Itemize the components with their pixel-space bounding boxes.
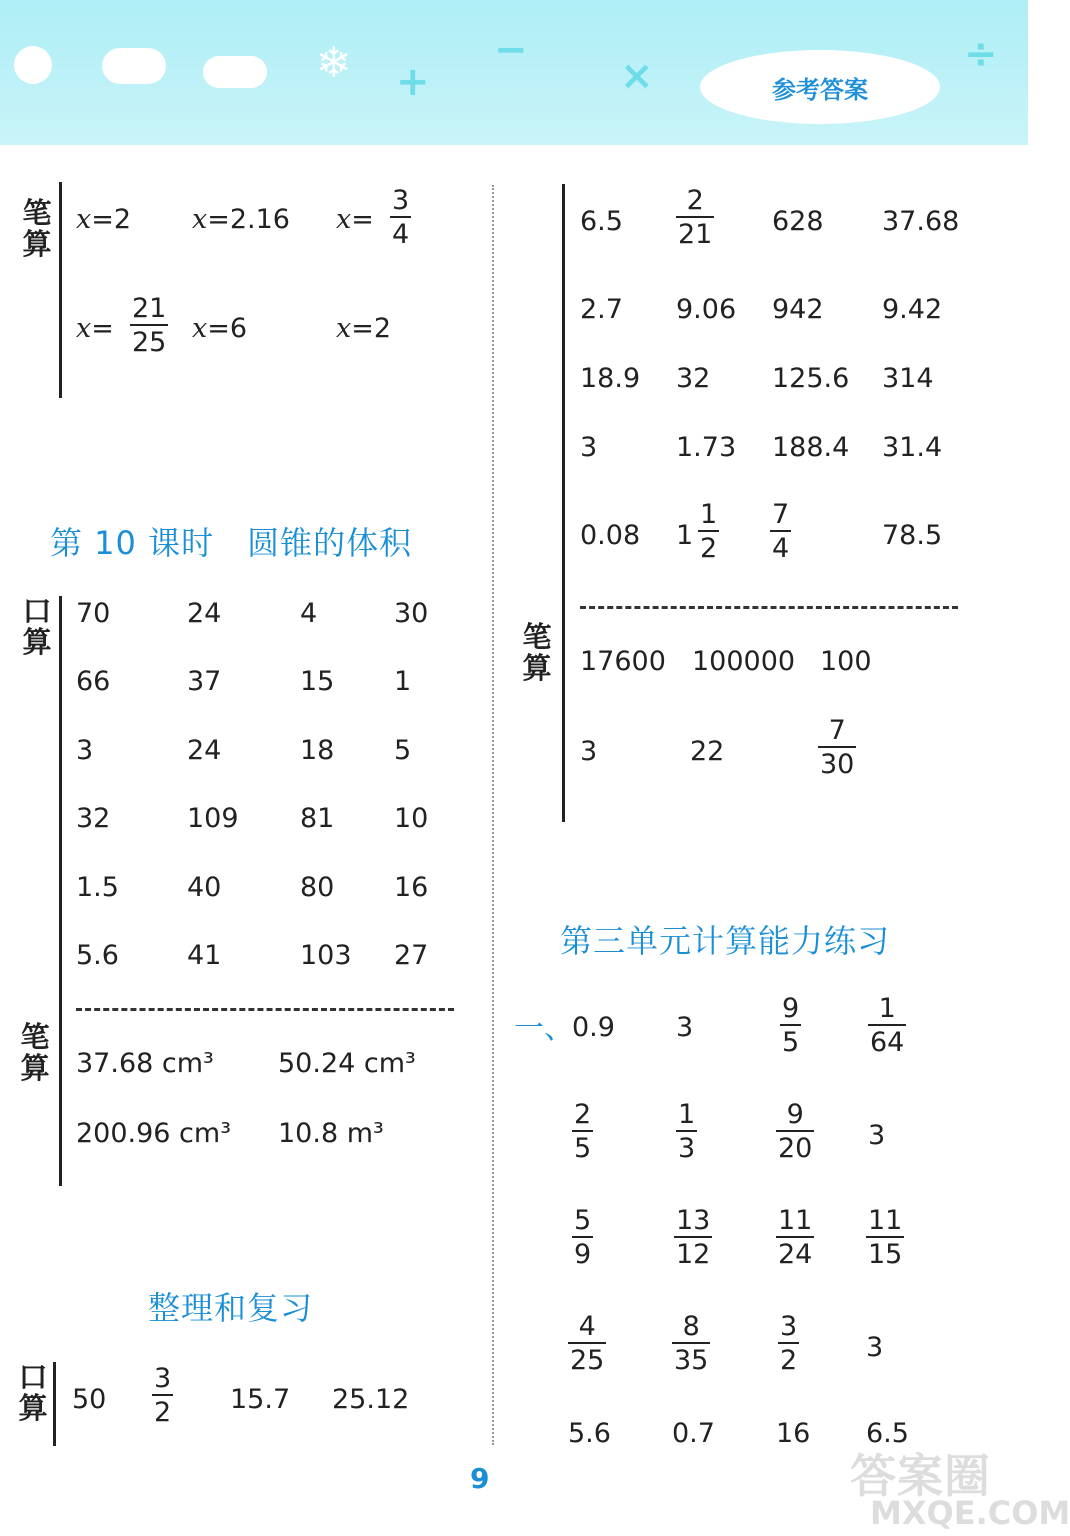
answer: 18 xyxy=(300,735,335,766)
answer: 103 xyxy=(300,940,352,971)
answer: 3 xyxy=(676,1012,694,1043)
answer: 200.96 cm³ xyxy=(76,1118,232,1149)
answer: 628 xyxy=(772,206,824,237)
bisuan-label: 笔算 xyxy=(522,620,552,685)
bracket-line xyxy=(53,1362,56,1446)
fraction: $\frac{9}{20}$ xyxy=(778,1099,813,1164)
answer: 10.8 m³ xyxy=(278,1118,384,1149)
bracket-line xyxy=(59,596,62,1186)
answer: 81 xyxy=(300,803,335,834)
column-divider xyxy=(492,185,494,1445)
answer: 80 xyxy=(300,872,335,903)
kousuan-label: 口算 xyxy=(22,594,52,659)
answer: 314 xyxy=(882,363,934,394)
answer: 3 xyxy=(868,1120,886,1151)
fraction: $\frac{2}{5}$ xyxy=(574,1099,592,1164)
watermark-url: MXQE.COM xyxy=(870,1494,1070,1532)
answer: 24 xyxy=(187,735,222,766)
answer: 5 xyxy=(394,735,412,766)
page-number: 9 xyxy=(470,1462,490,1495)
rain-cloud-icon xyxy=(203,56,267,88)
answer: 40 xyxy=(187,872,222,903)
fraction: $\frac{1}{2}$ xyxy=(700,499,718,564)
answer: 15 xyxy=(300,666,335,697)
answer: 100 xyxy=(820,646,872,677)
bracket-line xyxy=(59,182,62,398)
lesson-title: 第 10 课时 圆锥的体积 xyxy=(50,524,413,562)
answer: 22 xyxy=(690,736,725,767)
answer: 32 xyxy=(76,803,111,834)
answer: 16 xyxy=(394,872,429,903)
answer: 50 xyxy=(72,1384,107,1415)
fraction: $\frac{11}{24}$ xyxy=(778,1205,813,1270)
answer: 2.7 xyxy=(580,294,623,325)
answer: 100000 xyxy=(692,646,796,677)
fraction: $\frac{1}{64}$ xyxy=(870,993,905,1058)
bisuan-label: 笔算 xyxy=(20,1020,50,1085)
equation: x=2 xyxy=(336,313,392,344)
fraction: $\frac{9}{5}$ xyxy=(782,993,800,1058)
answer-key-badge: 参考答案 xyxy=(700,50,940,124)
snowflake-icon: ❄ xyxy=(316,38,352,87)
answer: 37.68 cm³ xyxy=(76,1048,214,1079)
answer: 3 xyxy=(580,432,598,463)
sun-icon xyxy=(14,46,52,84)
answer: 31.4 xyxy=(882,432,943,463)
equation: x=2 xyxy=(76,204,132,235)
answer: 125.6 xyxy=(772,363,850,394)
answer: 78.5 xyxy=(882,520,943,551)
fraction: $\frac{11}{15}$ xyxy=(868,1205,903,1270)
answer: 27 xyxy=(394,940,429,971)
equation: x=2.16 xyxy=(192,204,290,235)
answer: 17600 xyxy=(580,646,666,677)
equation: x= xyxy=(76,313,114,344)
dashed-separator xyxy=(76,1008,454,1011)
fraction: $\frac{8}{35}$ xyxy=(674,1311,709,1376)
section-title: 整理和复习 xyxy=(148,1289,314,1327)
answer: 37 xyxy=(187,666,222,697)
answer: 66 xyxy=(76,666,111,697)
answer: 9.06 xyxy=(676,294,737,325)
answer: 109 xyxy=(187,803,239,834)
answer: 1.73 xyxy=(676,432,737,463)
cloud-icon xyxy=(102,48,166,84)
answer: 0.9 xyxy=(572,1012,615,1043)
answer: 18.9 xyxy=(580,363,641,394)
watermark-logo: 答案圈 xyxy=(850,1449,991,1503)
fraction: $\frac{2}{21}$ xyxy=(678,185,713,250)
fraction: $\frac{4}{25}$ xyxy=(570,1311,605,1376)
answer: 4 xyxy=(300,598,318,629)
answer: 3 xyxy=(76,735,94,766)
answer: 3 xyxy=(580,736,598,767)
answer: 16 xyxy=(776,1418,811,1449)
answer: 37.68 xyxy=(882,206,960,237)
minus-icon: − xyxy=(494,27,528,73)
fraction: $\frac{7}{30}$ xyxy=(820,715,855,780)
answer: 5.6 xyxy=(568,1418,611,1449)
bisuan-label: 笔算 xyxy=(22,196,52,261)
answer: 15.7 xyxy=(230,1384,291,1415)
answer: 942 xyxy=(772,294,824,325)
answer: 41 xyxy=(187,940,222,971)
fraction: $\frac{3}{2}$ xyxy=(154,1363,172,1428)
answer: 188.4 xyxy=(772,432,850,463)
answer: 3 xyxy=(866,1332,884,1363)
answer: 30 xyxy=(394,598,429,629)
page-header xyxy=(0,0,1028,145)
answer: 10 xyxy=(394,803,429,834)
equation: x= xyxy=(336,204,374,235)
answer: 25.12 xyxy=(332,1384,410,1415)
times-icon: × xyxy=(620,53,654,99)
answer: 50.24 cm³ xyxy=(278,1048,416,1079)
answer: 24 xyxy=(187,598,222,629)
fraction: $\frac{5}{9}$ xyxy=(574,1205,592,1270)
divide-icon: ÷ xyxy=(964,31,998,77)
fraction: $\frac{7}{4}$ xyxy=(772,499,790,564)
answer: 5.6 xyxy=(76,940,119,971)
section-label: 一、 xyxy=(514,1011,574,1046)
fraction: $\frac{3}{2}$ xyxy=(780,1311,798,1376)
answer: 70 xyxy=(76,598,111,629)
fraction: $\frac{1}{3}$ xyxy=(678,1099,696,1164)
answer: 6.5 xyxy=(866,1418,909,1449)
fraction: $\frac{21}{25}$ xyxy=(132,293,167,358)
answer: 0.7 xyxy=(672,1418,715,1449)
dashed-separator xyxy=(580,606,958,609)
section-title: 第三单元计算能力练习 xyxy=(560,922,891,960)
answer: 1.5 xyxy=(76,872,119,903)
mixed-number-whole: 1 xyxy=(676,520,694,551)
equation: x=6 xyxy=(192,313,248,344)
answer: 0.08 xyxy=(580,520,641,551)
answer: 9.42 xyxy=(882,294,943,325)
kousuan-label: 口算 xyxy=(18,1360,48,1425)
answer: 6.5 xyxy=(580,206,623,237)
fraction: $\frac{3}{4}$ xyxy=(392,185,410,250)
bracket-line xyxy=(562,184,565,822)
plus-icon: + xyxy=(396,59,430,105)
answer: 1 xyxy=(394,666,412,697)
fraction: $\frac{13}{12}$ xyxy=(676,1205,711,1270)
answer: 32 xyxy=(676,363,711,394)
